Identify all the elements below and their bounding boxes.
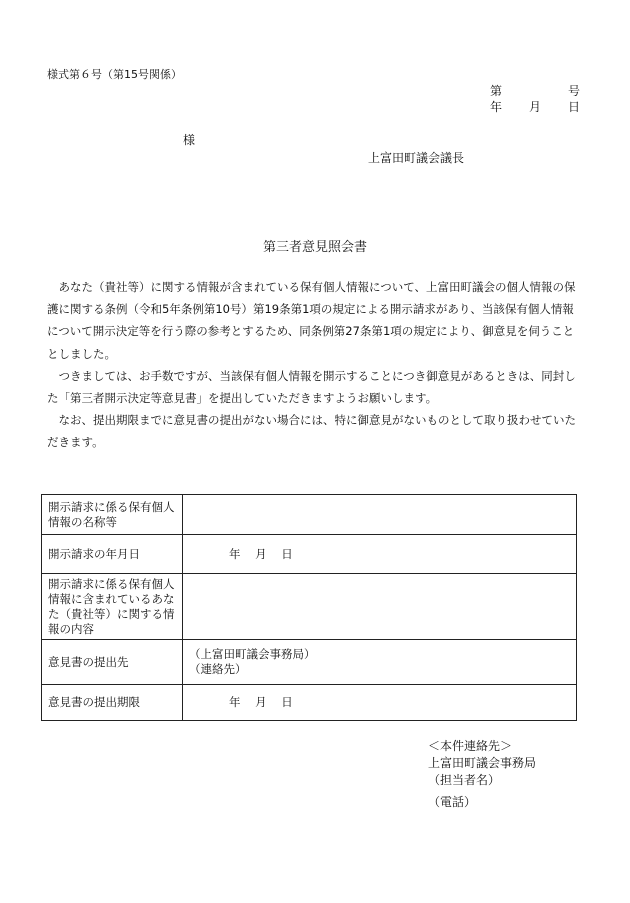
value-info-content xyxy=(183,574,577,640)
table-row-deadline xyxy=(42,685,577,721)
doc-number-prefix: 第 xyxy=(490,84,503,98)
issue-date-line xyxy=(490,98,580,115)
value-submission-destination xyxy=(183,640,577,685)
deadline-day: 日 xyxy=(281,695,293,709)
body-text xyxy=(47,276,582,454)
recipient-salutation: 様 xyxy=(183,133,196,147)
doc-number-suffix: 号 xyxy=(567,84,580,98)
contact-person: （担当者名） xyxy=(428,773,501,787)
value-deadline xyxy=(183,685,577,721)
sender-name: 上富田町議会議長 xyxy=(368,151,465,165)
form-number: 様式第６号（第15号関係） xyxy=(47,68,182,81)
request-date-day: 日 xyxy=(281,546,293,561)
body-paragraph-2: つきましては、お手数ですが、当該保有個人情報を開示することにつき御意見があるときは、同封した「第三者開示決定等意見書」を提出していただきますようお願いします。 xyxy=(47,368,576,406)
destination-contact: （連絡先） xyxy=(189,662,247,676)
body-paragraph-3: なお、提出期限までに意見書の提出がない場合には、特に御意見がないものとして取り扱わせていただきます。 xyxy=(47,413,576,450)
date-year: 年 xyxy=(490,100,503,114)
contact-phone: （電話） xyxy=(428,795,477,809)
info-table xyxy=(41,494,577,721)
deadline-month: 月 xyxy=(255,695,267,709)
date-day: 日 xyxy=(567,100,580,114)
deadline-year: 年 xyxy=(229,695,241,709)
table-row-request-date xyxy=(42,535,577,574)
document-title: 第三者意見照会書 xyxy=(262,240,367,255)
label-request-date: 開示請求の年月日 xyxy=(42,535,183,574)
contact-office: 上富田町議会事務局 xyxy=(428,756,537,770)
request-date-month: 月 xyxy=(255,546,267,561)
contact-block xyxy=(428,738,536,811)
contact-heading: ＜本件連絡先＞ xyxy=(428,739,513,753)
label-item-name: 開示請求に係る保有個人情報の名称等 xyxy=(42,495,183,535)
table-row-info-content xyxy=(42,574,577,640)
label-deadline: 意見書の提出期限 xyxy=(42,685,183,721)
date-month: 月 xyxy=(528,100,541,114)
request-date-year: 年 xyxy=(229,546,241,561)
label-submission-destination: 意見書の提出先 xyxy=(42,640,183,685)
destination-office: （上富田町議会事務局） xyxy=(189,647,316,661)
label-info-content: 開示請求に係る保有個人情報に含まれているあなた（貴社等）に関する情報の内容 xyxy=(42,574,183,640)
value-request-date xyxy=(183,535,577,574)
document-number-line xyxy=(490,82,580,99)
table-row-submission-destination xyxy=(42,640,577,685)
value-item-name xyxy=(183,495,577,535)
table-row-item-name xyxy=(42,495,577,535)
body-paragraph-1: あなた（貴社等）に関する情報が含まれている保有個人情報について、上富田町議会の個人情報の保護に関する条例（令和5年条例第10号）第19条第1項の規定による開示請求があり、当該保有個人情報について開示決定等を行う際の参考とするため、同条例第27条第1項の規定により、御意見を伺うこととしました。 xyxy=(47,280,576,361)
